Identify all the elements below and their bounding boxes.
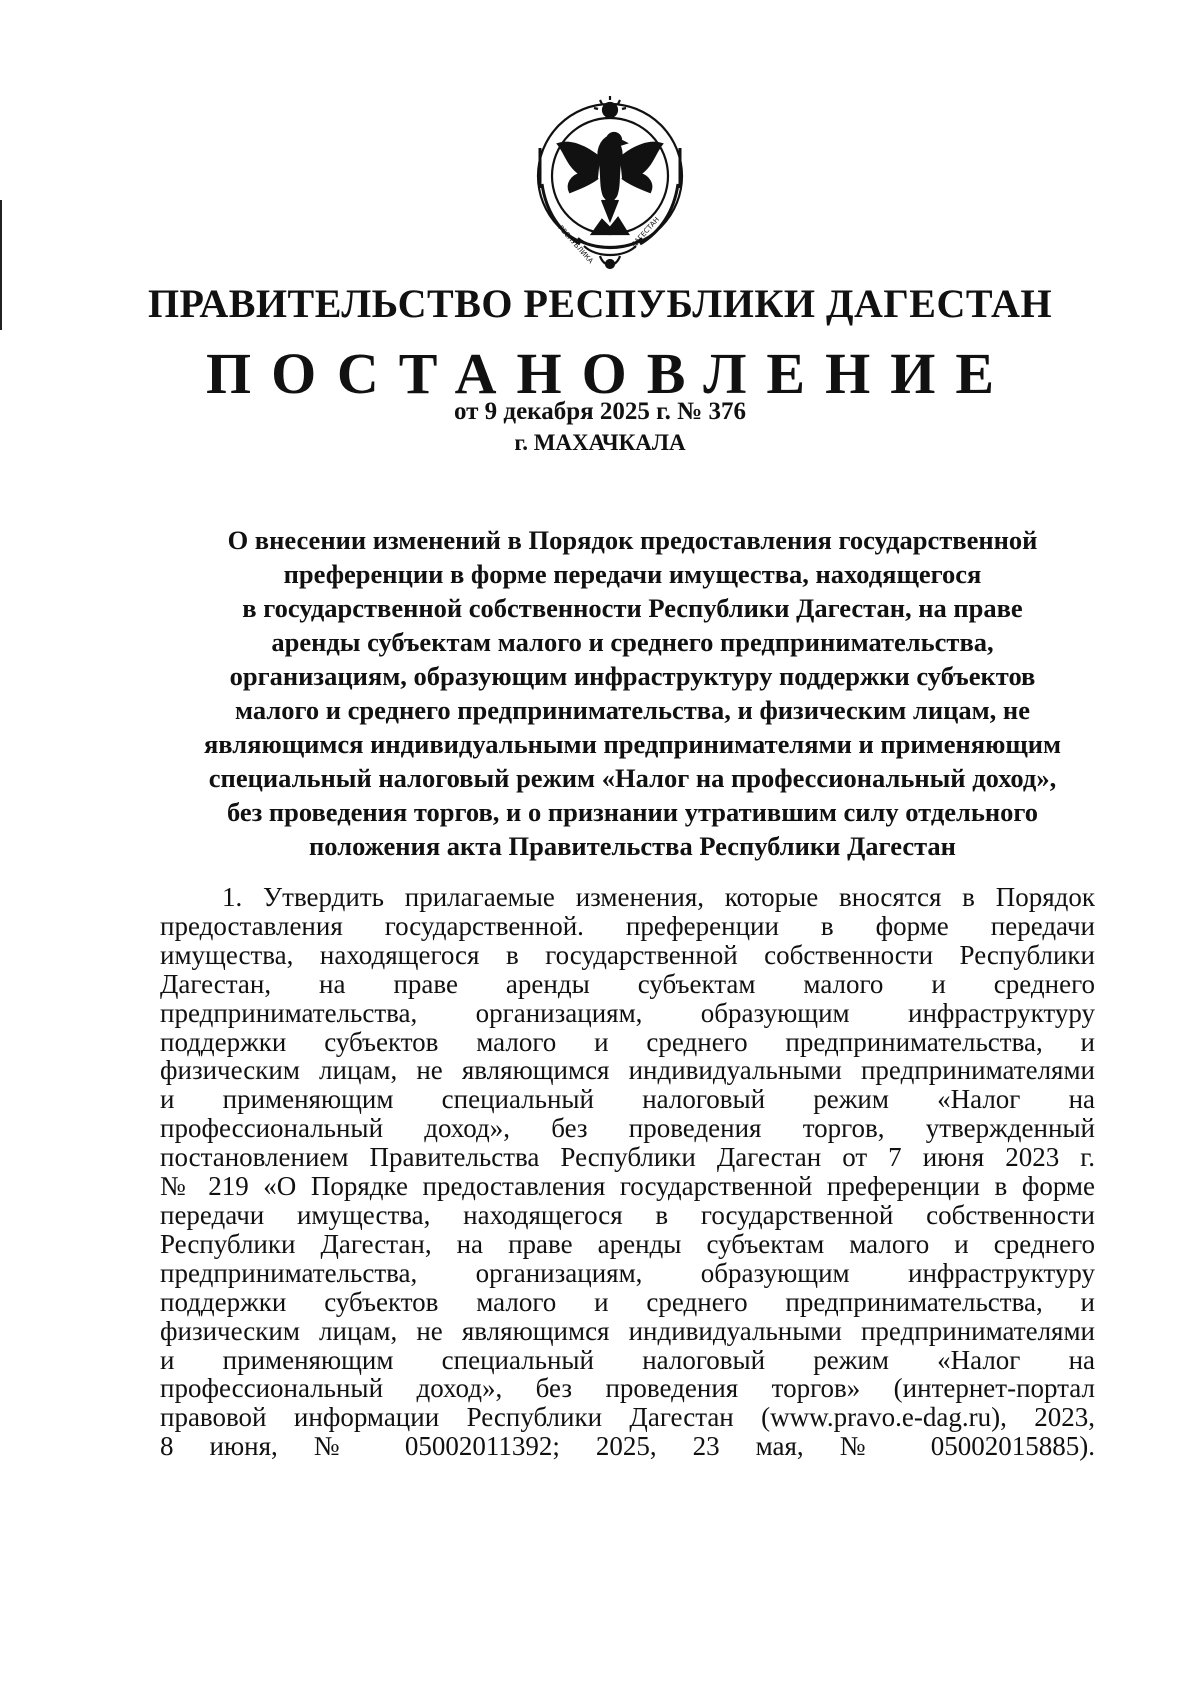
body-line: предоставления государственной. преференции в форме передачи <box>160 910 1095 941</box>
document-city: г. МАХАЧКАЛА <box>514 430 686 455</box>
body-line: правовой информации Республики Дагестан (www.pravo.e-dag.ru), 2023, <box>160 1402 1095 1433</box>
body-line: № 219 «О Порядке предоставления государственной преференции в форме <box>160 1171 1095 1202</box>
subject-line: организациям, образующим инфраструктуру поддержки субъектов <box>229 661 1036 691</box>
emblem-inscription-right: ДАГЕСТАН <box>629 215 662 250</box>
body-line: передачи имущества, находящегося в государственной собственности <box>160 1199 1095 1230</box>
body-line: постановлением Правительства Республики Дагестан от 7 июня 2023 г. <box>160 1142 1095 1173</box>
body-line: поддержки субъектов малого и среднего предпринимательства, и <box>160 1026 1095 1057</box>
body-line: физическим лицам, не являющимся индивидуальными предпринимателями <box>160 1315 1095 1346</box>
body-line: профессиональный доход», без проведения торгов» (интернет-портал <box>160 1373 1095 1404</box>
body-line: Дагестан, на праве аренды субъектам малого и среднего <box>160 968 1095 999</box>
body-line: Республики Дагестан, на праве аренды субъектам малого и среднего <box>160 1228 1095 1259</box>
body-line: предпринимательства, организациям, образующим инфраструктуру <box>160 997 1095 1028</box>
subject-line: специальный налоговый режим «Налог на профессиональный доход», <box>208 763 1057 793</box>
subject-line: положения акта Правительства Республики Дагестан <box>309 831 956 861</box>
body-line: и применяющим специальный налоговый режим «Налог на <box>160 1344 1095 1375</box>
body-line: 8 июня, № 05002011392; 2025, 23 мая, № 05002015885). <box>160 1431 1095 1462</box>
body-line: 1. Утвердить прилагаемые изменения, которые вносятся в Порядок <box>222 882 1095 912</box>
subject-line: являющимся индивидуальными предпринимателями и применяющим <box>203 729 1062 759</box>
body-line: профессиональный доход», без проведения торгов, утвержденный <box>160 1113 1095 1144</box>
document-body-text <box>160 883 1095 1461</box>
body-line: предпринимательства, организациям, образующим инфраструктуру <box>160 1257 1095 1288</box>
dagestan-coat-of-arms-emblem <box>530 88 690 278</box>
subject-line: аренды субъектам малого и среднего предпринимательства, <box>271 627 994 657</box>
subject-line: в государственной собственности Республики Дагестан, на праве <box>242 593 1023 623</box>
subject-line: О внесении изменений в Порядок предоставления государственной <box>227 525 1038 555</box>
subject-line: без проведения торгов, и о признании утратившим силу отдельного <box>226 797 1039 827</box>
body-line: и применяющим специальный налоговый режим «Налог на <box>160 1084 1095 1115</box>
document-date-number: от 9 декабря 2025 г. № 376 <box>453 398 747 425</box>
emblem-inscription-left: РЕСПУБЛИКА <box>556 223 595 266</box>
subject-line: малого и среднего предпринимательства, и физическим лицам, не <box>235 695 1030 725</box>
body-line: физическим лицам, не являющимся индивидуальными предпринимателями <box>160 1055 1095 1086</box>
body-line: поддержки субъектов малого и среднего предпринимательства, и <box>160 1286 1095 1317</box>
subject-line: преференции в форме передачи имущества, находящегося <box>283 559 982 589</box>
body-line: имущества, находящегося в государственной собственности Республики <box>160 939 1095 970</box>
document-type-heading: ПОСТАНОВЛЕНИЕ <box>205 341 1015 406</box>
issuing-organization: ПРАВИТЕЛЬСТВО РЕСПУБЛИКИ ДАГЕСТАН <box>147 281 1053 326</box>
document-subject-title <box>160 523 1105 863</box>
